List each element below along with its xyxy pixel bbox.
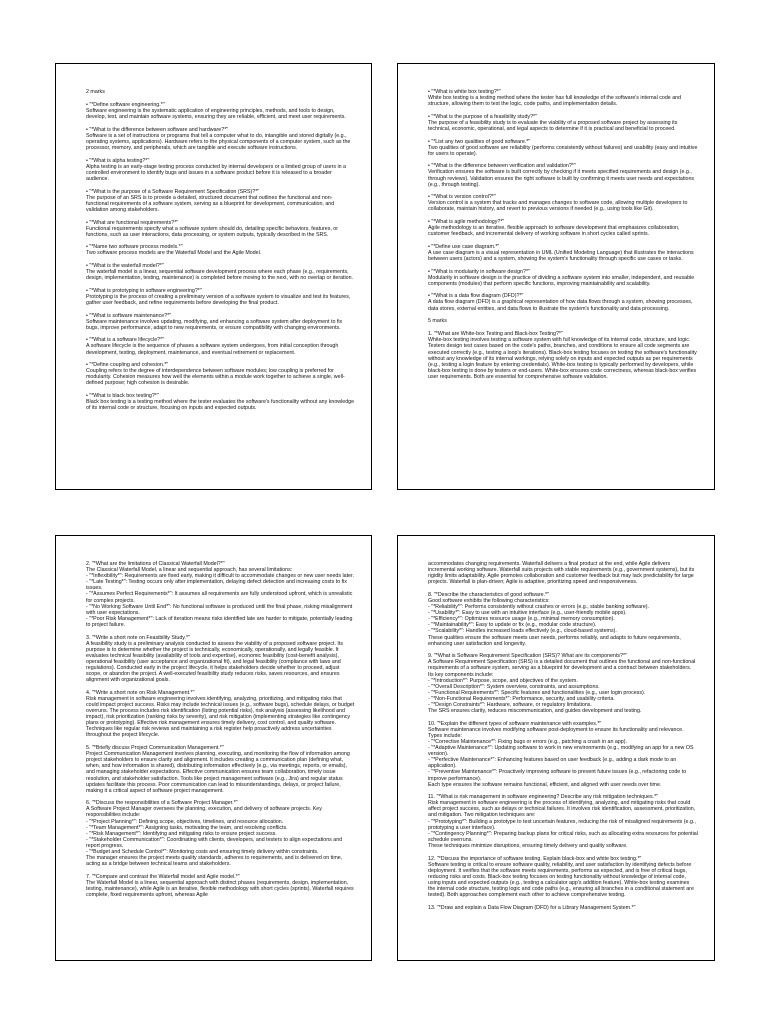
question-text: 11. "*What is risk management in software engineering? Describe any risk mitigation techniques.*"	[428, 794, 659, 801]
question-text: • "*What is version control?*"	[428, 194, 496, 201]
question-text: • "*What is white box testing?*"	[428, 89, 501, 95]
answer-line: A Software Requirement Specification (SRS) is a detailed document that outlines the functional and non-functional requirements of a software system, serving as a blueprint for development and a contract between stakeholders. Its key components include:	[428, 659, 696, 678]
answer-text: Modularity in software design is the practice of dividing a software system into smaller, independent, and reusable components (modules) that perform specific functions, improving maintainability and scalability.	[428, 274, 695, 287]
answer-line: The Waterfall Model is a linear, sequential approach with distinct phases (requirements, design, implementation, testing, maintenance), while Agile is an iterative, flexible methodology with short cycles (sprints). Waterfall requires complete, fixed requirements upfront, whereas Agile	[86, 879, 354, 899]
answer-line: - "*Usability*": Easy to use with an intuitive interface (e.g., user-friendly mobile apps).	[428, 610, 627, 617]
answer-line: - "*Project Planning*": Defining scope, objectives, timelines, and resource allocation.	[86, 818, 284, 825]
answer-text: The waterfall model is a linear, sequential software development process where each phase (e.g., requirements, design, implementation, testing, maintenance) is completed before moving to the next, with no overlap or iteration.	[86, 269, 354, 282]
answer-line: - "*Assumes Perfect Requirements*": It assumes all requirements are fully understood upfront, which is unrealistic for complex projects.	[86, 591, 353, 604]
question-text: • "*Define coupling and cohesion.*"	[86, 362, 169, 369]
qa-item	[428, 163, 698, 187]
answer-line: - "*Poor Risk Management*": Lack of iteration means risks identified late are harder to mitigate, potentially leading to project failure.	[86, 615, 353, 628]
document-page-3	[55, 535, 372, 961]
question-text: 10. "*Explain the different types of software maintenance with examples.*"	[428, 720, 602, 727]
answer-text: White-box testing involves testing a software system with full knowledge of its internal code, structure, and logic. Testers design test cases based on the code's paths, branches, and conditions to ensure all code segments are executed correctly (e.g., testing a loop's iterations). Black-box testing focuses on testing the software's functionality without any knowledge of its internal workings, relying solely on inputs and expected outputs as per requirements (e.g., testing a login feature by entering credentials). White-box testing is typically performed by developers, while black-box testing is done by testers or end-users. White-box ensures code correctness, whereas black-box verifies user requirements. Both are essential for comprehensive software validation.	[428, 337, 697, 380]
qa-item	[86, 288, 355, 306]
question-text: • "*What is agile methodology?*"	[428, 219, 505, 225]
answer-line: - "*Maintainability*": Easy to update or fix (e.g., modular code structure).	[428, 622, 597, 629]
question-text: 2. "*What are the limitations of Classical Waterfall Model?*"	[86, 561, 225, 567]
answer-text: Alpha testing is an early-stage testing process conducted by internal developers or a limited group of users in a controlled environment to identify bugs and issues in a software product before it is released to a broader audience.	[86, 163, 346, 183]
answer-line: A Software Project Manager oversees the planning, execution, and delivery of software projects. Key responsibilities include:	[86, 806, 322, 819]
document-page-4	[397, 535, 715, 961]
qa-item	[86, 800, 355, 867]
answer-text: Black box testing is a testing method where the tester evaluates the software's functionality without any knowledge of its internal code or structure, focusing on inputs and expected outputs.	[86, 399, 355, 412]
answer-text: Software maintenance involves updating, modifying, and enhancing a software system after deployment to fix bugs, improve performance, adapt to new requirements, or ensure compatibility with changing environments.	[86, 318, 343, 331]
answer-line: - "*Team Management*": Assigning tasks, motivating the team, and resolving conflicts.	[86, 824, 288, 831]
question-text: • "*What is alpha testing?*"	[86, 157, 150, 164]
section-heading-2-marks: 2 marks	[86, 89, 105, 95]
answer-text: Prototyping is the process of creating a preliminary version of a software system to visualize and test its features, gather user feedback, and refine requirements before developing the final product.	[86, 293, 351, 306]
answer-text: A data flow diagram (DFD) is a graphical representation of how data flows through a system, showing processes, data stores, external entities, and data flows to illustrate the system's functionality and data processing.	[428, 299, 693, 312]
answer-line: - "*Overall Description*": System overview, constraints, and assumptions.	[428, 683, 600, 690]
question-text: • "*What is modularity in software design?*"	[428, 268, 530, 275]
answer-line: The Classical Waterfall Model, a linear and sequential approach, has several limitations:	[86, 567, 293, 574]
answer-line: Software maintenance involves modifying software post-deployment to ensure its functionality and relevance. Types include:	[428, 726, 684, 739]
answer-text: A use case diagram is a visual representation in UML (Unified Modeling Language) that illustrates the interactions between users (actors) and a system, showing the system's functionality through specific use cases or tasks.	[428, 249, 694, 262]
question-text: 5. "*Briefly discuss Project Communication Management.*"	[86, 745, 224, 752]
qa-list	[428, 331, 698, 380]
answer-line: - "*Budget and Schedule Control*": Monitoring costs and ensuring timely delivery within constraints.	[86, 849, 319, 856]
qa-item	[428, 653, 698, 714]
answer-text: White box testing is a testing method where the tester has full knowledge of the software's internal code and structure, allowing them to test the logic, code paths, and implementation details.	[428, 95, 682, 108]
answer-line: - "*Inflexibility*": Requirements are fixed early, making it difficult to accommodate changes or new user needs later.	[86, 573, 354, 580]
answer-line: - "*Prototyping*": Building a prototype to test uncertain features, reducing the risk of misaligned requirements (e.g., prototyping a user interface).	[428, 818, 696, 831]
answer-line: These techniques minimize disruptions, ensuring timely delivery and quality software.	[428, 842, 628, 849]
answer-line: - "*Scalability*": Handles increased loads effectively (e.g., cloud-based systems).	[428, 628, 617, 635]
qa-item	[86, 220, 355, 238]
answer-line: These qualities ensure the software meets user needs, performs reliably, and adapts to future requirements, enhancing user satisfaction and longevity.	[428, 634, 681, 647]
qa-list	[86, 561, 355, 898]
answer-line: The manager ensures the project meets quality standards, adheres to requirements, and is delivered on time, acting as a bridge between technical teams and stakeholders.	[86, 855, 343, 868]
qa-item	[86, 635, 355, 684]
question-text: 9. "*What is Software Requirement Specification (SRS)? What are its components?*"	[428, 653, 627, 660]
qa-item	[428, 269, 698, 287]
answer-line: - "*Perfective Maintenance*": Enhancing features based on user feedback (e.g., adding a dark mode to an application).	[428, 757, 677, 770]
answer-line: - "*Reliability*": Performs consistently without crashes or errors (e.g., stable banking software).	[428, 604, 650, 611]
qa-list	[428, 561, 698, 911]
question-text: 8. "*Describe the characteristics of good software.*"	[428, 591, 549, 598]
question-text: 6. "*Discuss the responsibilities of a Software Project Manager.*"	[86, 800, 238, 807]
answer-text: Agile methodology is an iterative, flexible approach to software development that emphasizes collaboration, customer feedback, and incremental delivery of working software in short cycles called sprints.	[428, 225, 680, 238]
document-page-1	[55, 63, 372, 490]
answer-line: Good software exhibits the following characteristics:	[428, 597, 550, 604]
qa-item	[86, 745, 355, 794]
qa-item	[86, 158, 355, 182]
answer-line: - "*Adaptive Maintenance*": Updating software to work in new environments (e.g., modifying an app for a new OS version).	[428, 745, 694, 758]
question-text: • "*List any two qualities of good software.*"	[428, 138, 531, 145]
answer-line: - "*Risk Management*": Identifying and mitigating risks to ensure project success.	[86, 830, 277, 837]
answer-line: Software testing is critical to ensure software quality, reliability, and user satisfaction by identifying defects before deployment. It verifies that the software meets requirements, performs as expected, and is free of critical bugs, reducing risks and costs. Black-box testing focuses on testing functionality without knowledge of internal code, using inputs and expected outputs (e.g., testing a calculator app's addition feature). White-box testing examines the internal code structure, testing logic and code paths (e.g., ensuring all branches in a conditional statement are tested). Both approaches complement each other to achieve comprehensive testing.	[428, 861, 694, 899]
question-text: 1. "*What are White-box Testing and Black-box Testing?*"	[428, 331, 563, 338]
answer-text: The purpose of an SRS is to provide a detailed, structured document that outlines the functional and non-functional requirements of a software system, serving as a blueprint for development, communication, and validation among stakeholders.	[86, 194, 335, 213]
answer-text: Functional requirements specify what a software system should do, detailing specific behaviors, features, or functions, such as user interactions, data processing, or system outputs, typically described in the SRS.	[86, 225, 339, 238]
answer-line: - "*No Working Software Until End*": No functional software is produced until the final phase, risking misalignment with user expectations.	[86, 603, 353, 616]
answer-text: Two software process models are the Waterfall Model and the Agile Model.	[86, 250, 262, 257]
document-page-2	[397, 63, 715, 490]
section-heading-5-marks: 5 marks	[428, 318, 447, 325]
qa-list	[428, 89, 698, 312]
qa-item	[428, 561, 698, 585]
qa-item	[428, 331, 698, 380]
answer-line: - "*Efficiency*": Optimizes resource usage (e.g., minimal memory consumption).	[428, 616, 615, 623]
qa-item	[86, 874, 355, 898]
question-text: • "*What is software maintenance?*"	[86, 312, 172, 319]
answer-text: Verification ensures the software is built correctly by checking if it meets specified requirements and design (e.g., through reviews). Validation ensures the right software is built by confirming it meets user needs and expectations (e.g., through testing).	[428, 169, 695, 188]
qa-item	[86, 561, 355, 628]
question-text: • "*What is the difference between software and hardware?*"	[86, 126, 229, 133]
qa-item	[428, 244, 698, 262]
qa-item	[428, 721, 698, 788]
qa-item	[86, 313, 355, 331]
answer-text: Version control is a system that tracks and manages changes to software code, allowing multiple developers to collaborate, maintain history, and revert to previous versions if needed (e.g., using tools like Git).	[428, 200, 688, 213]
qa-item	[86, 393, 355, 411]
qa-item	[86, 362, 355, 386]
question-text: 13. "*Draw and explain a Data Flow Diagram (DFD) for a Library Management System.*"	[428, 904, 636, 911]
qa-item	[428, 592, 698, 647]
question-text: 7. "*Compare and contrast the Waterfall model and Agile model.*"	[86, 873, 240, 880]
question-text: • "*What is the difference between verification and validation?*"	[428, 163, 576, 170]
qa-item	[86, 189, 355, 213]
qa-item	[428, 219, 698, 237]
qa-item	[86, 337, 355, 355]
qa-item	[86, 244, 355, 256]
answer-line: - "*Non-Functional Requirements*": Performance, security, and usability criteria.	[428, 695, 615, 702]
question-text: • "*What is the purpose of a feasibility study?*"	[428, 113, 537, 120]
qa-item	[428, 293, 698, 311]
question-text: • "*Define use case diagram.*"	[428, 243, 500, 250]
answer-line: accommodates changing requirements. Waterfall delivers a final product at the end, while Agile delivers incremental working software. Waterfall suits projects with stable requirements (e.g., government systems), but its rigidity limits adaptability. Agile promotes collaboration and customer feedback but may lack predictability for large projects. Waterfall is plan-driven; Agile is adaptive, prioritizing speed and responsiveness.	[428, 561, 695, 586]
answer-line: - "*Late Testing*": Testing occurs only after implementation, delaying defect detection and increasing costs to fix issues.	[86, 579, 347, 592]
qa-item	[428, 194, 698, 212]
answer-text: Coupling refers to the degree of interdependence between software modules; low coupling is preferred for modularity. Cohesion measures how well the elements within a module work together to achieve a single, well-defined purpose; high cohesion is desirable.	[86, 368, 345, 387]
answer-line: - "*Stakeholder Communication*": Coordinating with clients, developers, and testers to align expectations and report progress.	[86, 836, 343, 849]
question-text: • "*What are functional requirements?*"	[86, 219, 179, 226]
answer-line: The SRS ensures clarity, reduces miscommunication, and guides development and testing.	[428, 708, 642, 715]
question-text: • "*What is a data flow diagram (DFD)?*"	[428, 293, 524, 300]
qa-item	[428, 139, 698, 157]
answer-text: The purpose of a feasibility study is to evaluate the viability of a proposed software project by assessing its technical, economic, operational, and legal aspects to determine if it is practical and beneficial to proceed.	[428, 119, 678, 132]
answer-text: Two qualities of good software are reliability (performs consistently without failures) and usability (easy and intuitive for users to operate).	[428, 144, 698, 157]
answer-line: Risk management in software engineering is the process of identifying, analyzing, and mitigating risks that could affect project success, such as delays or technical failures. It involves risk identification, assessment, prioritization, and mitigation. Two mitigation techniques are:	[428, 800, 696, 819]
answer-line: A feasibility study is a preliminary analysis conducted to assess the viability of a proposed software project. Its purpose is to determine whether the project is technically, economically, operationally, and legally feasible. It evaluates technical feasibility (availability of tools and expertise), economic feasibility (cost-benefit analysis), operational feasibility (user acceptance and organizational fit), and legal feasibility (compliance with laws and regulations). Conducted early in the project lifecycle, it helps stakeholders decide whether to proceed, adjust scope, or abandon the project. A well-executed feasibility study reduces risks, saves resources, and ensures alignment with organizational goals.	[86, 640, 344, 684]
question-text: • "*What is black box testing?*"	[86, 392, 159, 399]
qa-list	[86, 102, 355, 411]
question-text: • "*What is prototyping in software engineering?*"	[86, 287, 202, 294]
qa-item	[428, 905, 698, 911]
answer-text: Software engineering is the systematic application of engineering principles, methods, and tools to design, develop, test, and maintain software systems, ensuring they are reliable, efficient, and meet user requirements.	[86, 108, 346, 121]
qa-item	[86, 690, 355, 739]
qa-item	[428, 794, 698, 849]
question-text: 3. "*Write a short note on Feasibility Study.*"	[86, 634, 190, 641]
question-text: • "*What is the purpose of a Software Requirement Specification (SRS)?*"	[86, 188, 260, 195]
question-text: • "*Define software engineering.*"	[86, 102, 165, 109]
answer-line: - "*Design Constraints*": Hardware, software, or regulatory limitations.	[428, 701, 592, 708]
question-text: • "*Name two software process models.*"	[86, 244, 183, 251]
answer-line: - "*Contingency Planning*": Preparing backup plans for critical risks, such as allocating extra resources for potential schedule overruns.	[428, 830, 698, 843]
answer-text: A software lifecycle is the sequence of phases a software system undergoes, from initial conception through development, testing, deployment, maintenance, and eventual retirement or replacement.	[86, 343, 339, 356]
question-text: 4. "*Write a short note on Risk Management.*"	[86, 689, 195, 696]
answer-line: - "*Functional Requirements*": Specific features and functionalities (e.g., user login process).	[428, 689, 646, 696]
question-text: • "*What is a software lifecycle?*"	[86, 337, 165, 344]
qa-item	[86, 127, 355, 151]
qa-item	[86, 263, 355, 281]
answer-line: Risk management in software engineering involves identifying, analyzing, prioritizing, and mitigating risks that could impact project success. Risks may include technical issues (e.g., software bugs), schedule delays, or budget overruns. The process includes risk identification (listing potential risks), risk analysis (assessing likelihood and impact), risk prioritization (ranking risks by severity), and risk mitigation (implementing strategies like contingency plans or prototyping). Effective risk management ensures timely delivery, cost control, and quality software. Techniques like regular risk reviews and maintaining a risk register help proactively address uncertainties throughout the project lifecycle.	[86, 695, 355, 739]
qa-item	[428, 89, 698, 107]
answer-line: Project Communication Management involves planning, executing, and monitoring the flow of information among project stakeholders to ensure clarity and alignment. It includes creating a communication plan (defining what, when, and how information is shared), distributing information effectively (e.g., via meetings, reports, or emails), and managing stakeholder expectations. Effective communication ensures team collaboration, timely issue resolution, and stakeholder satisfaction. Tools like project management software (e.g., Jira) and regular status updates facilitate this process. Poor communication can lead to misunderstandings, delays, or project failure, making it a critical aspect of software project management.	[86, 751, 350, 794]
answer-line: - "*Introduction*": Purpose, scope, and objectives of the system.	[428, 677, 578, 684]
answer-text: Software is a set of instructions or programs that tell a computer what to do, intangible and stored digitally (e.g., operating systems, applications). Hardware refers to the physical components of a computer system, such as the processor, memory, and peripherals, which are tangible and execute software instructions.	[86, 132, 351, 152]
answer-line: Each type ensures the software remains functional, efficient, and aligned with user needs over time.	[428, 781, 662, 788]
answer-line: - "*Preventive Maintenance*": Proactively improving software to prevent future issues (e.g., refactoring code to improve performance).	[428, 769, 687, 782]
answer-line: - "*Corrective Maintenance*": Fixing bugs or errors (e.g., patching a crash in an app).	[428, 738, 627, 745]
question-text: • "*What is the waterfall model?*"	[86, 262, 164, 269]
qa-item	[428, 114, 698, 132]
qa-item	[428, 856, 698, 899]
question-text: 12. "*Discuss the importance of software testing. Explain black-box and white box testing.*"	[428, 855, 642, 862]
qa-item	[86, 102, 355, 120]
